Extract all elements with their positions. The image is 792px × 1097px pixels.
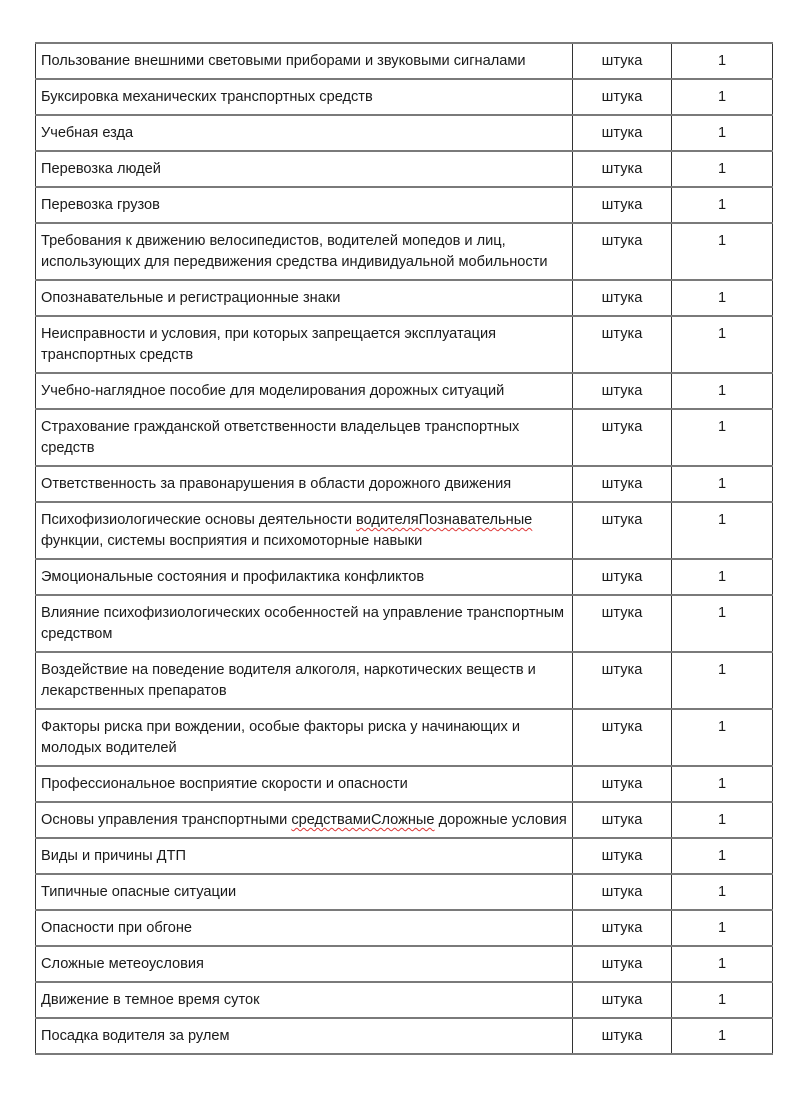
item-name: Перевозка людей — [36, 151, 573, 187]
item-name: Пользование внешними световыми приборами и звуковыми сигналами — [36, 43, 573, 79]
table-row — [36, 910, 773, 946]
item-name: Опасности при обгоне — [36, 910, 573, 946]
item-name: Буксировка механических транспортных средств — [36, 79, 573, 115]
item-quantity: 1 — [672, 559, 773, 595]
item-unit: штука — [573, 466, 672, 502]
item-quantity: 1 — [672, 910, 773, 946]
item-unit: штука — [573, 709, 672, 766]
item-name: Факторы риска при вождении, особые факторы риска у начинающих и молодых водителей — [36, 709, 573, 766]
item-name — [36, 502, 573, 559]
item-quantity: 1 — [672, 79, 773, 115]
table-row — [36, 838, 773, 874]
table-row — [36, 652, 773, 709]
table-row — [36, 187, 773, 223]
table-row — [36, 1018, 773, 1054]
item-unit: штука — [573, 115, 672, 151]
item-quantity: 1 — [672, 652, 773, 709]
table-row — [36, 115, 773, 151]
table-row — [36, 316, 773, 373]
table-row — [36, 79, 773, 115]
item-name: Посадка водителя за рулем — [36, 1018, 573, 1054]
spelling-error-text: водителяПознавательные — [356, 512, 533, 528]
item-name: Сложные метеоусловия — [36, 946, 573, 982]
item-name-part: дорожные условия — [434, 812, 567, 828]
item-quantity: 1 — [672, 946, 773, 982]
table-row — [36, 982, 773, 1018]
item-quantity: 1 — [672, 766, 773, 802]
item-name: Требования к движению велосипедистов, водителей мопедов и лиц, использующих для передвижения средства индивидуальной мобильности — [36, 223, 573, 280]
item-quantity: 1 — [672, 874, 773, 910]
table-row — [36, 802, 773, 838]
item-name: Влияние психофизиологических особенностей на управление транспортным средством — [36, 595, 573, 652]
item-quantity: 1 — [672, 187, 773, 223]
item-quantity: 1 — [672, 373, 773, 409]
item-name: Типичные опасные ситуации — [36, 874, 573, 910]
item-quantity: 1 — [672, 982, 773, 1018]
spelling-error-text: средствамиСложные — [291, 812, 435, 828]
item-name: Профессиональное восприятие скорости и опасности — [36, 766, 573, 802]
item-quantity: 1 — [672, 43, 773, 79]
item-unit: штука — [573, 409, 672, 466]
item-unit: штука — [573, 559, 672, 595]
item-unit: штука — [573, 910, 672, 946]
item-name: Опознавательные и регистрационные знаки — [36, 280, 573, 316]
item-unit: штука — [573, 652, 672, 709]
item-name-part: функции, системы восприятия и психомоторные навыки — [41, 533, 423, 549]
item-unit: штука — [573, 316, 672, 373]
item-unit: штука — [573, 982, 672, 1018]
item-quantity: 1 — [672, 502, 773, 559]
item-unit: штука — [573, 79, 672, 115]
equipment-table — [35, 42, 773, 1055]
table-row — [36, 874, 773, 910]
item-quantity: 1 — [672, 316, 773, 373]
table-row — [36, 502, 773, 559]
item-unit: штука — [573, 187, 672, 223]
item-name: Неисправности и условия, при которых запрещается эксплуатация транспортных средств — [36, 316, 573, 373]
table-row — [36, 559, 773, 595]
item-name: Виды и причины ДТП — [36, 838, 573, 874]
table-row — [36, 223, 773, 280]
table-row — [36, 709, 773, 766]
item-unit: штука — [573, 223, 672, 280]
item-quantity: 1 — [672, 115, 773, 151]
item-unit: штука — [573, 43, 672, 79]
item-unit: штука — [573, 373, 672, 409]
item-quantity: 1 — [672, 802, 773, 838]
item-quantity: 1 — [672, 409, 773, 466]
item-unit: штука — [573, 838, 672, 874]
table-row — [36, 946, 773, 982]
table-row — [36, 43, 773, 79]
table-row — [36, 466, 773, 502]
item-unit: штука — [573, 874, 672, 910]
item-name: Движение в темное время суток — [36, 982, 573, 1018]
item-unit: штука — [573, 946, 672, 982]
item-quantity: 1 — [672, 151, 773, 187]
item-name: Эмоциональные состояния и профилактика конфликтов — [36, 559, 573, 595]
item-name: Воздействие на поведение водителя алкоголя, наркотических веществ и лекарственных препаратов — [36, 652, 573, 709]
table-row — [36, 280, 773, 316]
table-row — [36, 151, 773, 187]
item-unit: штука — [573, 280, 672, 316]
item-unit: штука — [573, 151, 672, 187]
item-quantity: 1 — [672, 466, 773, 502]
item-name-part: Основы управления транспортными — [41, 812, 292, 828]
item-unit: штука — [573, 766, 672, 802]
item-unit: штука — [573, 502, 672, 559]
table-row — [36, 595, 773, 652]
item-quantity: 1 — [672, 709, 773, 766]
item-unit: штука — [573, 1018, 672, 1054]
item-name: Ответственность за правонарушения в области дорожного движения — [36, 466, 573, 502]
item-quantity: 1 — [672, 1018, 773, 1054]
item-name: Страхование гражданской ответственности владельцев транспортных средств — [36, 409, 573, 466]
item-unit: штука — [573, 595, 672, 652]
item-quantity: 1 — [672, 280, 773, 316]
item-name: Учебная езда — [36, 115, 573, 151]
table-row — [36, 373, 773, 409]
table-row — [36, 409, 773, 466]
item-name: Учебно-наглядное пособие для моделирования дорожных ситуаций — [36, 373, 573, 409]
item-name-part: Психофизиологические основы деятельности — [41, 512, 357, 528]
item-quantity: 1 — [672, 838, 773, 874]
item-name: Перевозка грузов — [36, 187, 573, 223]
item-name — [36, 802, 573, 838]
item-quantity: 1 — [672, 595, 773, 652]
table-row — [36, 766, 773, 802]
item-quantity: 1 — [672, 223, 773, 280]
item-unit: штука — [573, 802, 672, 838]
